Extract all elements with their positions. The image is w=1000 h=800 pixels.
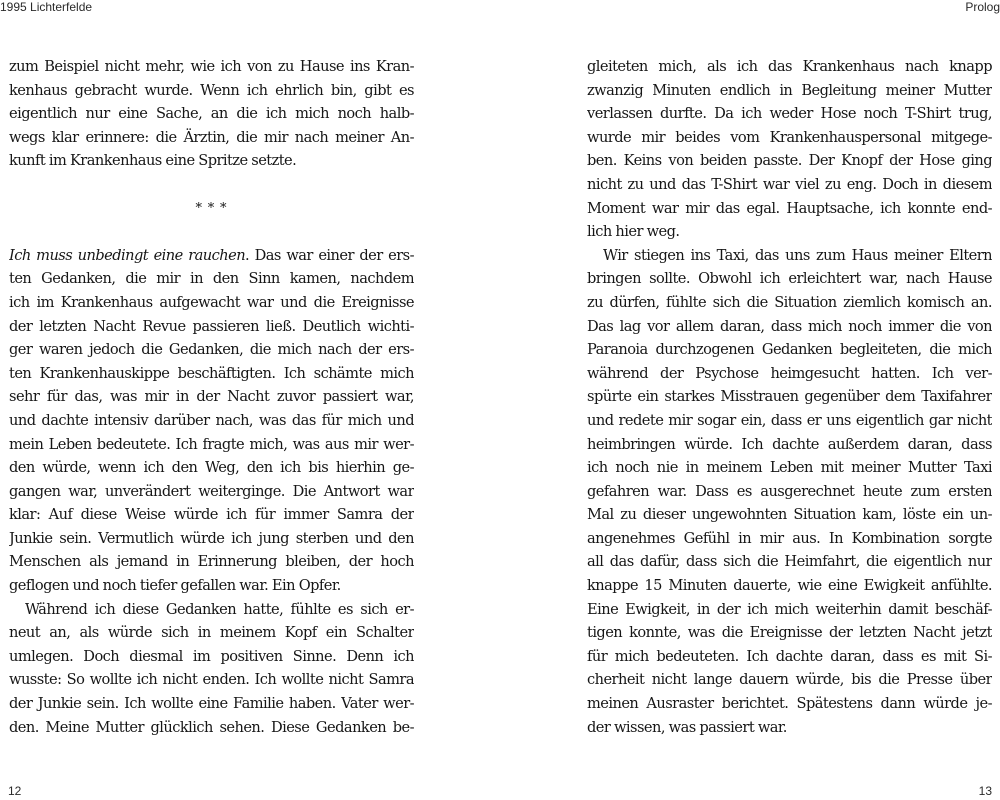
text-line: heimbringen würde. Ich dachte außerdem daran, dass xyxy=(587,435,992,453)
text-line: neut an, als würde sich in meinem Kopf ein Schalter xyxy=(9,624,414,642)
text-line: und dachte intensiv darüber nach, was das für mich und xyxy=(9,411,414,429)
text-line: Paranoia durchzogenen Gedanken begleiteten, die mich xyxy=(587,341,992,359)
text-line: wegs klar erinnere: die Ärztin, die mir nach meiner An- xyxy=(9,128,414,146)
text-line: knappe 15 Minuten dauerte, wie eine Ewigkeit anfühlte. xyxy=(587,577,992,595)
text-line: wusste: So wollte ich nicht enden. Ich wollte nicht Samra xyxy=(9,671,414,689)
text-line xyxy=(9,244,414,268)
paragraph xyxy=(9,55,414,173)
text-line: eigentlich nur eine Sache, an die ich mich noch halb- xyxy=(9,105,414,123)
text-line: all das dafür, dass sich die Heimfahrt, die eigentlich nur xyxy=(587,553,992,571)
text-line: cherheit nicht lange dauern würde, bis die Presse über xyxy=(587,671,992,689)
text-line: der Junkie sein. Ich wollte eine Familie haben. Vater wer- xyxy=(9,695,414,713)
text-line: Eine Ewigkeit, in der ich mich weiterhin damit beschäf- xyxy=(587,600,992,618)
text-line: klar: Auf diese Weise würde ich für immer Samra der xyxy=(9,506,414,524)
text-line: während der Psychose heimgesucht hatten. Ich ver- xyxy=(587,364,992,382)
text-line: gangen war, unverändert weiterginge. Die Antwort war xyxy=(9,482,414,500)
text-line: ich noch nie in meinem Leben mit meiner Mutter Taxi xyxy=(587,459,992,477)
text-line: tigen konnte, was die Ereignisse der letzten Nacht jetzt xyxy=(587,624,992,642)
text-line: ten Gedanken, die mir in den Sinn kamen, nachdem xyxy=(9,270,414,288)
text-line: den. Meine Mutter glücklich sehen. Diese Gedanken be- xyxy=(9,718,414,736)
text-line: verlassen durfte. Da ich weder Hose noch T-Shirt trug, xyxy=(587,105,992,123)
text-line: Mal zu dieser ungewohnten Situation kam, löste ein un- xyxy=(587,506,992,524)
text-line: nicht zu und das T-Shirt war viel zu eng. Doch in diesem xyxy=(587,175,992,193)
right-page xyxy=(587,55,992,739)
running-head-chapter: 1995 Lichterfelde xyxy=(0,0,93,14)
text-fragment: . Das war einer der ers- xyxy=(245,246,414,264)
left-page xyxy=(9,55,414,739)
paragraph xyxy=(9,598,414,740)
text-line: Menschen als jemand in Erinnerung bleiben, der hoch xyxy=(9,553,414,571)
paragraph xyxy=(9,244,414,598)
text-line: Während ich diese Gedanken hatte, fühlte es sich er- xyxy=(25,600,414,618)
text-line: Das lag vor allem daran, dass mich noch immer die von xyxy=(587,317,992,335)
text-line: ger waren jedoch die Gedanken, die mich nach der ers- xyxy=(9,341,414,359)
page-number-right: 13 xyxy=(978,784,992,798)
text-line: zu dürfen, fühlte sich die Situation ziemlich komisch an. xyxy=(587,293,992,311)
section-gap xyxy=(9,173,414,197)
text-line: angenehmes Gefühl in mir aus. In Kombination sorgte xyxy=(587,529,992,547)
text-line: den würde, wenn ich den Weg, den ich bis hierhin ge- xyxy=(9,459,414,477)
text-line: ten Krankenhauskippe beschäftigten. Ich schämte mich xyxy=(9,364,414,382)
text-line: gleiteten mich, als ich das Krankenhaus nach knapp xyxy=(587,58,992,75)
text-line: wurde mir beides vom Krankenhauspersonal mitgege- xyxy=(587,128,992,146)
text-line: Moment war mir das egal. Hauptsache, ich konnte end- xyxy=(587,199,992,217)
text-line: gefahren war. Dass es ausgerechnet heute zum ersten xyxy=(587,482,992,500)
text-line: zum Beispiel nicht mehr, wie ich von zu Hause ins Kran- xyxy=(9,58,414,75)
text-line: und redete mir sogar ein, dass er uns eigentlich gar nicht xyxy=(587,411,992,429)
text-line: bringen sollte. Obwohl ich erleichtert war, nach Hause xyxy=(587,270,992,288)
text-line: ich im Krankenhaus aufgewacht war und die Ereignisse xyxy=(9,293,414,311)
text-line: ben. Keins von beiden passte. Der Knopf der Hose ging xyxy=(587,152,992,170)
text-line: kunft im Krankenhaus eine Spritze setzte. xyxy=(9,152,297,170)
text-line: sehr für das, was mir in der Nacht zuvor passiert war, xyxy=(9,388,414,406)
page-number-left: 12 xyxy=(8,784,22,798)
text-line: spürte ein starkes Misstrauen gegenüber dem Taxifahrer xyxy=(587,388,992,406)
section-gap xyxy=(9,220,414,244)
text-line: der wissen, was passiert war. xyxy=(587,718,787,736)
text-line: kenhaus gebracht wurde. Wenn ich ehrlich bin, gibt es xyxy=(9,81,414,99)
text-line: geflogen und noch tiefer gefallen war. Ein Opfer. xyxy=(9,577,341,595)
text-line: Junkie sein. Vermutlich würde ich jung sterben und den xyxy=(9,529,414,547)
text-line: zwanzig Minuten endlich in Begleitung meiner Mutter xyxy=(587,81,992,99)
text-line: lich hier weg. xyxy=(587,223,680,241)
section-break-asterisks: * * * xyxy=(195,200,228,216)
text-line: mein Leben bedeutete. Ich fragte mich, was aus mir wer- xyxy=(9,435,414,453)
text-line: meinen Ausraster berichtet. Spätestens dann würde je- xyxy=(587,695,992,713)
text-line: umlegen. Doch diesmal im positiven Sinne. Denn ich xyxy=(9,647,414,665)
italic-thought: Ich muss unbedingt eine rauchen xyxy=(9,246,246,264)
text-line: der letzten Nacht Revue passieren ließ. Deutlich wichti- xyxy=(9,317,414,335)
paragraph xyxy=(587,55,992,244)
text-line: für mich bedeuteten. Ich dachte daran, dass es mit Si- xyxy=(587,647,992,665)
running-head-section: Prolog xyxy=(965,0,1000,14)
text-line: Wir stiegen ins Taxi, das uns zum Haus meiner Eltern xyxy=(603,246,992,264)
paragraph xyxy=(587,244,992,739)
